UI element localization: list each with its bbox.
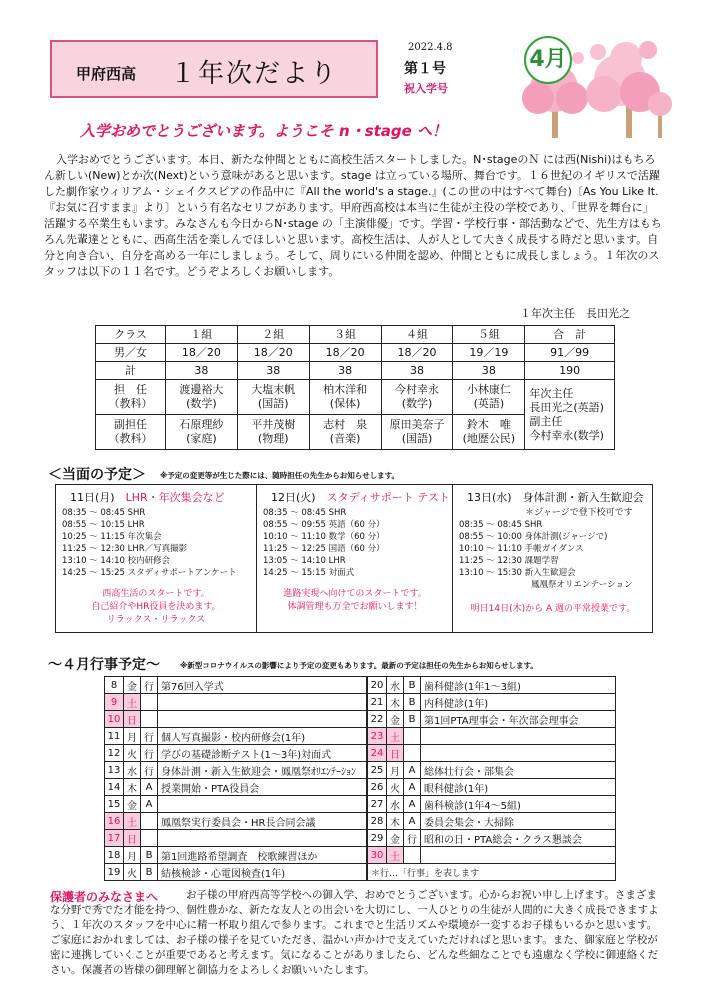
calendar-day: 26: [368, 779, 387, 796]
calendar-week-type: 行: [404, 830, 421, 847]
calendar-day: 15: [105, 796, 124, 813]
calendar-row: [105, 728, 367, 745]
calendar-weekday: 金: [387, 830, 404, 847]
calendar-week-type: [141, 830, 158, 847]
calendar-weekday: 木: [387, 694, 404, 711]
day-heading: 13日(水) 身体計測・新入生歓迎会: [467, 491, 644, 504]
header-cell: ５組: [453, 326, 525, 344]
teacher-cell: 柏木洋和 (保体): [309, 380, 381, 415]
calendar-day: 13: [105, 762, 124, 779]
calendar-week-type: [404, 847, 421, 864]
calendar-event: [421, 728, 616, 745]
calendar-event: [421, 745, 616, 762]
schedule-item: 08:55 ～ 10:00 身体計測(ジャージで): [459, 532, 608, 542]
schedule-day-2: [256, 485, 452, 632]
calendar-event: 学びの基礎診断テスト(1～3年)対面式: [158, 745, 367, 762]
calendar-day: 9: [105, 694, 124, 711]
table-cell: 計: [96, 362, 166, 380]
calendar-week-type: [141, 711, 158, 728]
calendar-week-type: A: [404, 813, 421, 830]
calendar-weekday: 月: [124, 728, 141, 745]
calendar-day: 8: [105, 677, 124, 694]
calendar-row: [368, 694, 616, 711]
calendar-event: 結核検診・心電図検査(1年): [158, 864, 367, 881]
schedule-note: ※予定の変更等が生じた際には、随時担任の先生からお知らせします。: [160, 471, 399, 480]
schedule-item: 10:10 ～ 11:10 手帳ガイダンス: [459, 544, 584, 554]
calendar-row: [105, 779, 367, 796]
calendar-week-type: 行: [141, 745, 158, 762]
calendar-footnote-row: [368, 864, 616, 881]
calendar-event: 鳳凰祭実行委員会・HR長合同会議: [158, 813, 367, 830]
header-cell: ２組: [237, 326, 309, 344]
calendar-row: [105, 762, 367, 779]
calendar-event: 委員会集会・大掃除: [421, 813, 616, 830]
calendar-day: 11: [105, 728, 124, 745]
signature: １年次主任 長田光之: [520, 307, 630, 320]
schedule-item: 08:35 ～ 08:45 SHR: [62, 508, 146, 518]
calendar-row: [368, 847, 616, 864]
calendar-weekday: 土: [387, 847, 404, 864]
schedule-items: [62, 507, 237, 579]
calendar-weekday: 日: [124, 711, 141, 728]
table-cell: 38: [381, 362, 453, 380]
schedule-day-1: [56, 485, 256, 632]
calendar-row: [105, 694, 367, 711]
table-cell: 38: [453, 362, 525, 380]
gender-row: [96, 344, 615, 362]
calendar-day: 18: [105, 847, 124, 864]
schedule-box: [55, 484, 653, 633]
calendar-row: [105, 677, 367, 694]
calendar-weekday: 火: [387, 779, 404, 796]
teacher-cell: 鈴木 唯 (地歴公民): [453, 415, 525, 450]
calendar-row: [368, 745, 616, 762]
calendar-weekday: 金: [124, 796, 141, 813]
calendar-row: [105, 711, 367, 728]
table-cell: 190: [525, 362, 615, 380]
calendar-event: 内科健診(1年): [421, 694, 616, 711]
calendar-day: 28: [368, 813, 387, 830]
homeroom-label: 担 任 （教科）: [96, 380, 166, 415]
teacher-cell: 平井茂樹 (物理): [237, 415, 309, 450]
calendar-row: [105, 745, 367, 762]
calendar-row: [368, 779, 616, 796]
calendar-event: 身体計測・新入生歓迎会・鳳凰祭ｵﾘｴﾝﾃｰｼｮﾝ: [158, 762, 367, 779]
header-cell: クラス: [96, 326, 166, 344]
calendar-event: 授業開始・PTA役員会: [158, 779, 367, 796]
header-cell: ３組: [309, 326, 381, 344]
day-heading: 12日(火) スタディサポート テスト: [271, 491, 450, 504]
calendar-row: [368, 830, 616, 847]
calendar-week-type: [141, 813, 158, 830]
calendar-row: [105, 864, 367, 881]
assistant-label: 副担任 （教科）: [96, 415, 166, 450]
calendar-row: [105, 847, 367, 864]
calendar-row: [368, 796, 616, 813]
calendar-week-type: A: [141, 796, 158, 813]
calendar-event: 個人写真撮影・校内研修会(1年): [158, 728, 367, 745]
calendar-event: [421, 847, 616, 864]
header-cell: 合 計: [525, 326, 615, 344]
calendar-footnote: ＊行…「行事」を表します: [368, 864, 616, 881]
month-badge: [524, 36, 572, 84]
calendar-row: [105, 796, 367, 813]
calendar-event: [158, 711, 367, 728]
calendar-day: 24: [368, 745, 387, 762]
teacher-cell: 渡邊裕大 (数学): [166, 380, 238, 415]
schedule-item: 11:25 ～ 12:25 国語（60 分）: [263, 544, 385, 554]
calendar-weekday: 土: [124, 694, 141, 711]
calendar-week-type: B: [404, 711, 421, 728]
calendar-week-type: B: [404, 694, 421, 711]
schedule-items: [459, 519, 633, 591]
calendar-event: [158, 830, 367, 847]
schedule-item: 08:35 ～ 08:45 SHR: [263, 508, 347, 518]
day-subnote: ＊ジャージで登下校可です: [525, 508, 633, 518]
header-cell: ４組: [381, 326, 453, 344]
table-cell: 男／女: [96, 344, 166, 362]
schedule-day-3: [452, 485, 652, 632]
calendar-week-type: B: [141, 847, 158, 864]
guardians-text: お子様の甲府西高等学校への御入学、おめでとうございます。心からお祝い申し上げます。さまざまな分野で秀でた才能を持つ、個性豊かな、新たな友人との出会いを大切にし、一人ひとりの生徒が人間的に大きく成長できますよう、１年次のスタッフを中心に精一杯取り組んで参ります。これまでと生活リズムや環境が一変するお子様もいるかと思います。ご家庭におかれましては、お子様の様子を見ていただき、温かい声かけで支えていただければと思います。また、御家庭と学校が密に連携していくことが重要であると考えます。気になることがありましたら、どんな些細なことでも遠慮なく学校に御連絡ください。保護者の皆様の御理解と御協力をよろしくお願いいたします。: [50, 889, 659, 976]
calendar-row: [105, 813, 367, 830]
header-cell: １組: [166, 326, 238, 344]
calendar-week-type: A: [404, 796, 421, 813]
calendar-event: [158, 694, 367, 711]
calendar-week-type: A: [404, 762, 421, 779]
calendar-event: [158, 796, 367, 813]
calendar-week-type: [404, 745, 421, 762]
newsletter-title-box: [50, 40, 378, 98]
calendar-day: 16: [105, 813, 124, 830]
schedule-item: 13:10 ～ 14:10 校内研修会: [62, 556, 171, 566]
calendar-day: 21: [368, 694, 387, 711]
calendar-week-type: 行: [141, 762, 158, 779]
teacher-cell: 小林康仁 (英語): [453, 380, 525, 415]
calendar-event: 歯科検診(1年4～5組): [421, 796, 616, 813]
schedule-items: [263, 507, 385, 579]
calendar-weekday: 土: [124, 813, 141, 830]
calendar-row: [368, 677, 616, 694]
calendar-event: 昭和の日・PTA総会・クラス懇談会: [421, 830, 616, 847]
april-title: ～４月行事予定～: [48, 657, 160, 673]
calendar-week-type: A: [141, 779, 158, 796]
calendar-day: 17: [105, 830, 124, 847]
teacher-cell: 大塩末帆 (国語): [237, 380, 309, 415]
calendar-week-type: [404, 728, 421, 745]
guardians-title: 保護者のみなさまへ: [50, 890, 159, 904]
calendar-weekday: 火: [124, 745, 141, 762]
schedule-day-note: 西高生活のスタートです。 自己紹介やHR役員を決めます。 リラックス・リラックス: [91, 589, 221, 625]
calendar-day: 14: [105, 779, 124, 796]
welcome-heading: 入学おめでとうございます。ようこそ n・stage へ！: [80, 122, 448, 140]
calendar-day: 27: [368, 796, 387, 813]
calendar-day: 20: [368, 677, 387, 694]
calendar-event: 歯科健診(1年1～3組): [421, 677, 616, 694]
table-cell: 18／20: [166, 344, 238, 362]
april-note: ※新型コロナウイルスの影響により予定の変更もあります。最新の予定は担任の先生からお知らせします。: [180, 661, 538, 670]
calendar-week-type: B: [404, 677, 421, 694]
schedule-item: 14:25 ～ 15:15 対面式: [263, 568, 355, 578]
calendar-weekday: 水: [124, 762, 141, 779]
schedule-title: ＜当面の予定＞: [48, 467, 146, 483]
teacher-cell: 原田美奈子 (国語): [381, 415, 453, 450]
table-cell: 91／99: [525, 344, 615, 362]
calendar-event: 眼科健診(1年): [421, 779, 616, 796]
calendar-week-type: B: [141, 864, 158, 881]
calendar-week-type: A: [404, 779, 421, 796]
calendar-event: 総体壮行会・部集会: [421, 762, 616, 779]
calendar-weekday: 木: [124, 779, 141, 796]
school-name: 甲府西高: [76, 65, 137, 83]
schedule-item: 鳳凰祭オリエンテーション: [531, 580, 633, 590]
calendar-weekday: 水: [387, 677, 404, 694]
calendar-weekday: 木: [387, 813, 404, 830]
table-cell: 38: [166, 362, 238, 380]
calendar-row: [105, 830, 367, 847]
calendar-week-type: 行: [141, 728, 158, 745]
calendar-row: [368, 762, 616, 779]
schedule-item: 08:55 ～ 09:55 英語（60 分）: [263, 520, 385, 530]
schedule-item: 13:05 ～ 14:10 LHR: [263, 556, 346, 566]
month-label: 4月: [529, 47, 567, 72]
schedule-item: 14:25 ～ 15:25 スタディサポートアンケート: [62, 568, 237, 578]
total-row: [96, 362, 615, 380]
teacher-cell: 志村 泉 (音楽): [309, 415, 381, 450]
calendar-day: 29: [368, 830, 387, 847]
calendar-weekday: 金: [387, 711, 404, 728]
table-cell: 38: [237, 362, 309, 380]
calendar-day: 23: [368, 728, 387, 745]
schedule-day-note: 進路実現へ向けてのスタートです。 体調管理も万全でお願いします！: [283, 589, 427, 612]
teacher-cell: 石原理紗 (家庭): [166, 415, 238, 450]
april-table-left: [104, 676, 367, 881]
issue-date: 2022.4.8: [408, 42, 453, 53]
schedule-item: 08:55 ～ 10:15 LHR: [62, 520, 145, 530]
issue-subtitle: 祝入学号: [404, 82, 448, 95]
calendar-weekday: 火: [124, 864, 141, 881]
calendar-day: 19: [105, 864, 124, 881]
april-table-right: [367, 676, 616, 881]
day-heading: 11日(月) LHR・年次集会など: [70, 491, 225, 504]
calendar-day: 25: [368, 762, 387, 779]
schedule-item: 11:25 ～ 12:30 LHR／写真撮影: [62, 544, 188, 554]
calendar-row: [368, 728, 616, 745]
calendar-weekday: 金: [124, 677, 141, 694]
calendar-event: 第1回PTA理事会・年次部会理事会: [421, 711, 616, 728]
schedule-item: 10:25 ～ 11:15 年次集会: [62, 532, 162, 542]
schedule-day-note: 明日14日(木)から A 週の平常授業です。: [470, 604, 636, 614]
table-cell: 18／20: [309, 344, 381, 362]
homeroom-teacher-row: [96, 380, 615, 415]
calendar-weekday: 日: [124, 830, 141, 847]
newsletter-title: １年次だより: [170, 59, 339, 89]
calendar-day: 10: [105, 711, 124, 728]
calendar-row: [368, 813, 616, 830]
table-cell: 19／19: [453, 344, 525, 362]
calendar-weekday: 水: [387, 796, 404, 813]
intro-paragraph: 入学おめでとうございます。本日、新たな仲間とともに高校生活スタートしました。N･stageのＮ には西(Nishi)はもちろん新しい(New)とか次(Next)という意味があると思います。stage は立っている場所、舞台です。１６世紀のイギリスで活躍した劇作家ウィリアム・シェイクスピアの作品中に『All the world's a stage.』(この世の中はすべて舞台)〔As You Like It.『お気に召すまま』より〕という有名なセリフがあります。甲府西高校は本当に生徒が主役の学校であり、「世界を舞台に」活躍する卒業生もいます。みなさんも今日からN･stage の「主演俳優」です。学習・学校行事・部活動などで、先生方はもちろん先輩達とともに、西高生活を楽しんでほしいと思います。高校生活は、人が人として大きく成長する時だと思います。自分と向き合い、自分を高める一年にしましょう。そして、周りにいる仲間を認め、仲間とともに成長しましょう。１年次のスタッフは以下の１１名です。どうぞよろしくお願いします。: [44, 153, 662, 278]
calendar-day: 12: [105, 745, 124, 762]
calendar-day: 30: [368, 847, 387, 864]
class-table: [95, 325, 615, 450]
class-table-header-row: [96, 326, 615, 344]
calendar-weekday: 日: [387, 745, 404, 762]
table-cell: 18／20: [381, 344, 453, 362]
table-cell: 18／20: [237, 344, 309, 362]
schedule-item: 11:25 ～ 12:30 課題学習: [459, 556, 559, 566]
schedule-item: 10:10 ～ 11:10 数学（60 分）: [263, 532, 385, 542]
calendar-event: 第76回入学式: [158, 677, 367, 694]
issue-number: 第１号: [404, 61, 446, 77]
calendar-weekday: 月: [124, 847, 141, 864]
table-cell: 38: [309, 362, 381, 380]
schedule-item: 08:35 ～ 08:45 SHR: [459, 520, 543, 530]
staff-notes-cell: 年次主任 長田光之(英語) 副主任 今村幸永(数学): [525, 380, 615, 450]
calendar-row: [368, 711, 616, 728]
calendar-weekday: 月: [387, 762, 404, 779]
schedule-item: 13:10 ～ 15:30 新入生歓迎会: [459, 568, 576, 578]
calendar-day: 22: [368, 711, 387, 728]
calendar-event: 第1回進路希望調査 校歌練習ほか: [158, 847, 367, 864]
teacher-cell: 今村幸永 (数学): [381, 380, 453, 415]
calendar-week-type: 行: [141, 677, 158, 694]
calendar-week-type: [141, 694, 158, 711]
calendar-weekday: 土: [387, 728, 404, 745]
